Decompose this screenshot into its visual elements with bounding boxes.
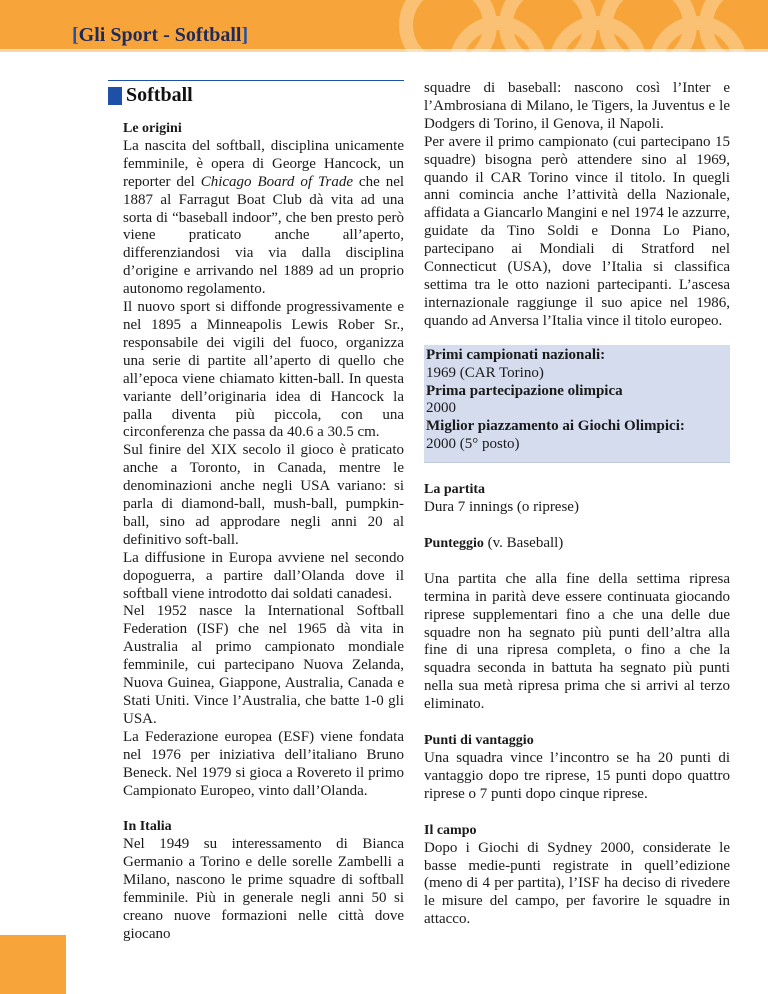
facts-label-piazzamento: Miglior piazzamento ai Giochi Olimpici: (426, 418, 685, 435)
italia-paragraph-1: Nel 1949 su interessamento di Bianca Germanio a Torino e delle sorelle Zambelli a Milano, nascono le prime squadre di softball femminile. Più in generale negli anni 50 si creano nuove formazioni nelle città dove giocano (123, 836, 404, 942)
origini-paragraph-2: Il nuovo sport si diffonde progressivamente e nel 1895 a Minneapolis Lewis Rober Sr., responsabile dei vigili del fuoco, organizza una serie di partite all’aperto di quello che all’epoca viene chiamato kitten-ball. In questa variante dell’originaria idea di Hancock la palla diventa più piccola, con una circonferenza che passa da 40.6 a 30.5 cm. (123, 299, 404, 441)
facts-value-piazzamento: 2000 (5° posto) (426, 436, 520, 453)
olympic-rings-watermark (388, 0, 768, 52)
partita-text: Dura 7 innings (o riprese) (424, 499, 579, 516)
origini-paragraph-5: Nel 1952 nasce la International Softball Federation (ISF) che nel 1965 dà vita in Australia al primo campionato mondiale femminile, cui partecipano Nuova Zelanda, Nuova Guinea, Giappone, Australia, Canada e Stati Uniti. Vince l’Australia, che batte 1-0 gli USA. (123, 603, 404, 727)
origini-heading: Le origini (123, 121, 182, 136)
italia-heading: In Italia (123, 819, 172, 835)
right-column (424, 80, 730, 929)
italia-paragraph-2: Per avere il primo campionato (cui partecipano 15 squadre) bisogna però attendere sino al 1969, quando il CAR Torino vince il titolo. In quegli anni comincia anche l’attività della Nazionale, affidata a Giancarlo Mangini e nel 1974 le azzurre, guidate da Tino Soldi e Donna Lo Piano, partecipano ai Mondiali di Stratford nel Connecticut (USA), dove l’Italia si classifica settima tra le otto nazioni partecipanti. L’ascesa internazionale raggiunge il suo apice nel 1986, quando ad Anversa l’Italia vince il titolo europeo. (424, 133, 730, 329)
italia-paragraph-1-cont: squadre di baseball: nascono così l’Inter e l’Ambrosiana di Milano, le Tigers, la Juventus e le Dodgers di Torino, il Genova, il Napoli. (424, 80, 730, 132)
corner-block (0, 935, 66, 994)
punteggio-line: Punteggio (v. Baseball) (424, 534, 564, 551)
vantaggio-text: Una squadra vince l’incontro se ha 20 punti di vantaggio dopo tre riprese, 15 punti dopo quattro riprese o 7 punti dopo cinque riprese. (424, 750, 730, 802)
facts-label-campionati: Primi campionati nazionali: (426, 346, 606, 363)
origini-paragraph-6: La Federazione europea (ESF) viene fondata nel 1976 per iniziativa dell’italiano Bruno Beneck. Nel 1979 si gioca a Rovereto il primo Campionato Europeo, vinto dall’Olanda. (123, 728, 404, 799)
section-marker (108, 87, 122, 105)
section-heading (108, 80, 404, 111)
vantaggio-heading: Punti di vantaggio (424, 733, 534, 749)
facts-value-campionati: 1969 (CAR Torino) (426, 364, 544, 381)
header-rule (0, 49, 768, 52)
section-title: Softball (126, 84, 193, 106)
facts-label-olimpica: Prima partecipazione olimpica (426, 382, 623, 399)
punteggio-text: Una partita che alla fine della settima ripresa termina in parità deve essere continuata giocando riprese supplementari fino a che una delle due squadre non ha segnato più punti dell’altra alla fine di una ripresa completa, o fino a che la squadra seconda in battuta ha segnato più punti nella sua metà ripresa prima che si arrivi al terzo eliminato. (424, 570, 730, 713)
campo-heading: Il campo (424, 822, 477, 838)
facts-box (424, 345, 730, 463)
origini-paragraph-3: Sul finire del XIX secolo il gioco è praticato anche a Toronto, in Canada, mentre le denominazioni anche negli USA variano: si parla di diamond-ball, mush-ball, pumpkin-ball, sino ad approdare negli anni 20 al definitivo soft-ball. (123, 442, 404, 548)
origini-paragraph-1: La nascita del softball, disciplina unicamente femminile, è opera di George Hancock, un reporter del Chicago Board of Trade che nel 1887 al Farragut Boat Club dà vita ad una sorta di “baseball indoor”, che ben presto però viene praticato anche all’aperto, differenziandosi via via dalla disciplina d’origine e arrivando nel 1889 ad un proprio autonomo regolamento. (123, 137, 405, 298)
campo-text: Dopo i Giochi di Sydney 2000, considerate le basse medie-punti registrate in quell’edizione (meno di 4 per partita), l’ISF ha deciso di rivedere le misure del campo, per favorire le squadre in attacco. (424, 839, 730, 928)
origini-paragraph-4: La diffusione in Europa avviene nel secondo dopoguerra, a partire dall’Olanda dove il softball viene introdotto dai soldati canadesi. (123, 549, 404, 602)
partita-heading: La partita (424, 482, 486, 498)
page-header-title: [Gli Sport - Softball] (72, 24, 249, 46)
left-column (123, 120, 404, 944)
facts-value-olimpica: 2000 (426, 400, 456, 417)
